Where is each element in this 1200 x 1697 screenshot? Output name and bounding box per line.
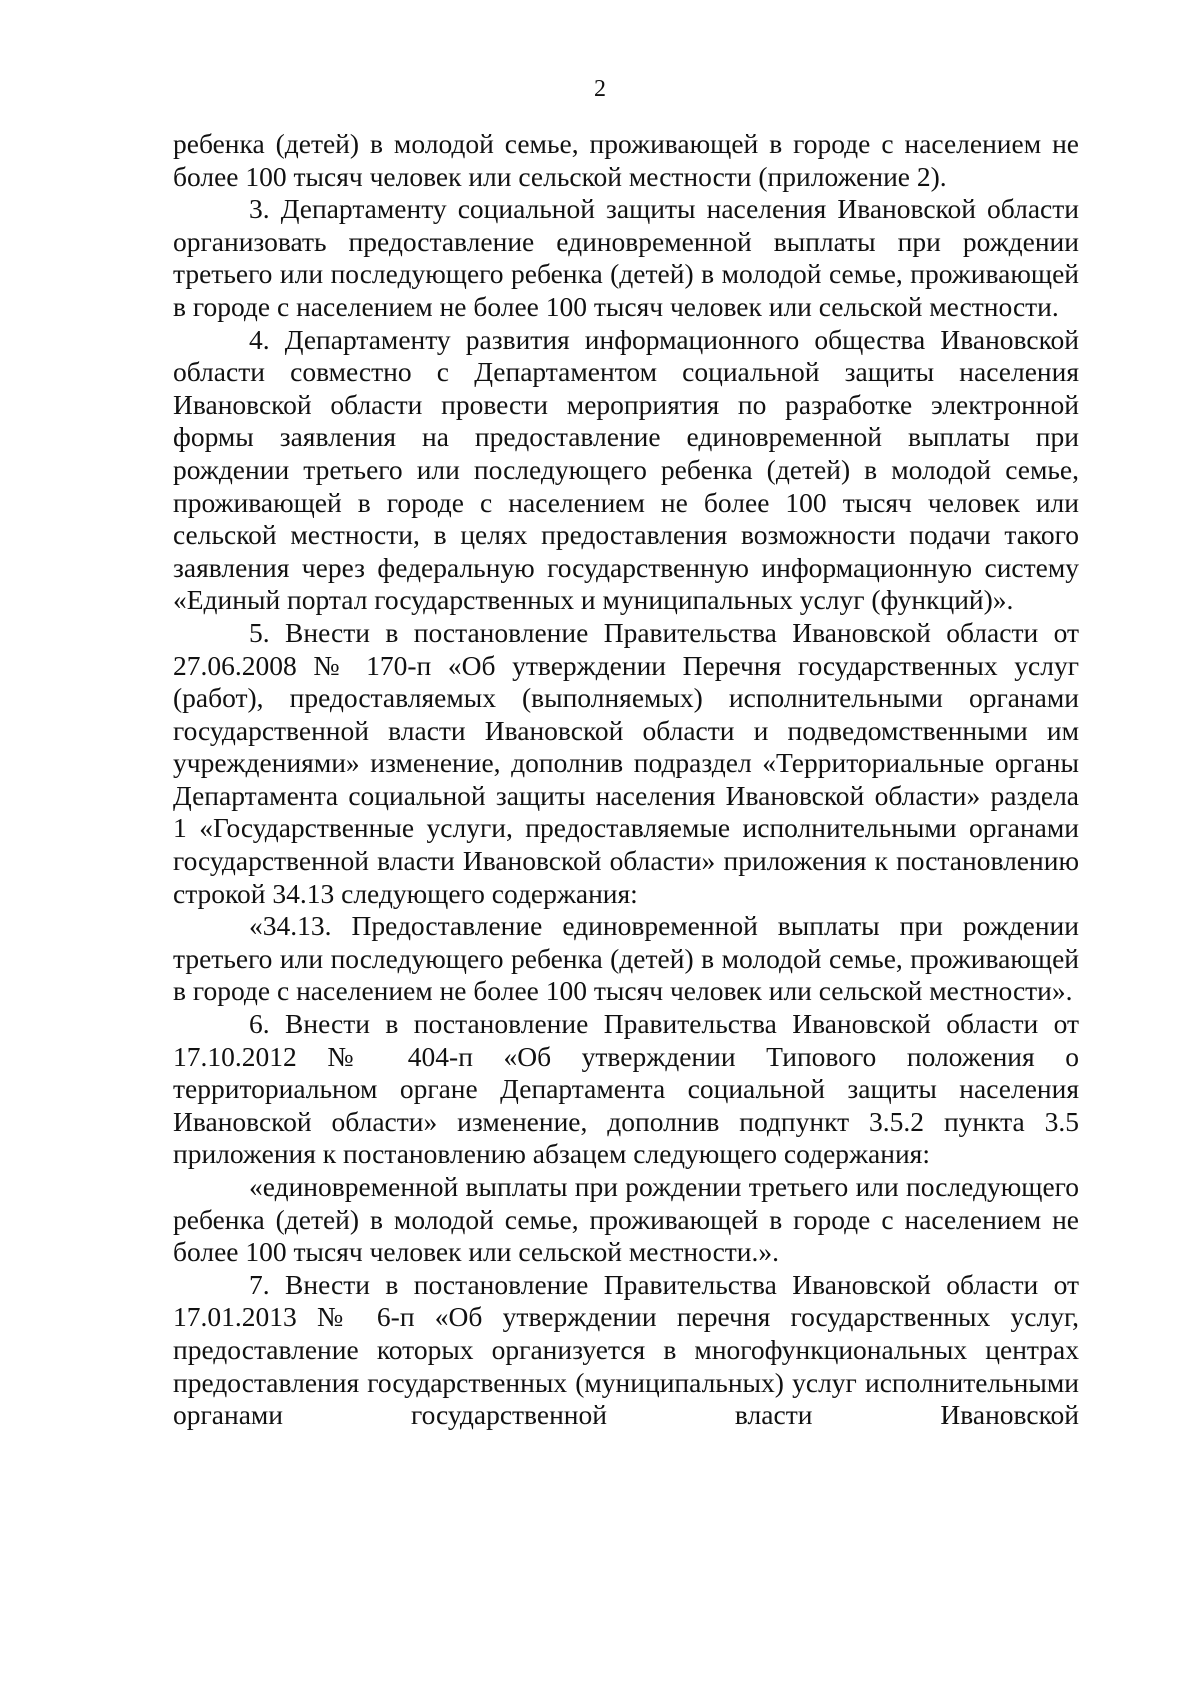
paragraph-item-5: 5. Внести в постановление Правительства Ивановской области от 27.06.2008 № 170-п «Об утверждении Перечня государственных услуг (работ), предоставляемых (выполняемых) исполнительными органами государственной власти Ивановской области и подведомственными им учреждениями» изменение, дополнив подраздел «Территориальные органы Департамента социальной защиты населения Ивановской области» раздела 1 «Государственные услуги, предоставляемые исполнительными органами государственной власти Ивановской области» приложения к постановлению строкой 34.13 следующего содержания: bbox=[173, 616, 1079, 909]
paragraph-quote-payment: «единовременной выплаты при рождении третьего или последующего ребенка (детей) в молодой семье, проживающей в городе с населением не более 100 тысяч человек или сельской местности.». bbox=[173, 1171, 1079, 1268]
paragraph-continuation: ребенка (детей) в молодой семье, проживающей в городе с населением не более 100 тысяч человек или сельской местности (приложение 2). bbox=[173, 128, 1079, 192]
paragraph-item-3: 3. Департаменту социальной защиты населения Ивановской области организовать предоставление единовременной выплаты при рождении третьего или последующего ребенка (детей) в молодой семье, проживающей в городе с населением не более 100 тысяч человек или сельской местности. bbox=[173, 193, 1079, 322]
paragraph-item-7: 7. Внести в постановление Правительства Ивановской области от 17.01.2013 № 6-п «Об утверждении перечня государственных услуг, предоставление которых организуется в многофункциональных центрах предоставления государственных (муниципальных) услуг исполнительными органами государственной власти Ивановской bbox=[173, 1268, 1079, 1431]
page-number: 2 bbox=[594, 76, 606, 102]
paragraph-item-4: 4. Департаменту развития информационного общества Ивановской области совместно с Департаментом социальной защиты населения Ивановской области провести мероприятия по разработке электронной формы заявления на предоставление единовременной выплаты при рождении третьего или последующего ребенка (детей) в молодой семье, проживающей в городе с населением не более 100 тысяч человек или сельской местности, в целях предоставления возможности подачи такого заявления через федеральную государственную информационную систему «Единый портал государственных и муниципальных услуг (функций)». bbox=[173, 323, 1079, 616]
paragraph-quote-34-13: «34.13. Предоставление единовременной выплаты при рождении третьего или последующего ребенка (детей) в молодой семье, проживающей в городе с населением не более 100 тысяч человек или сельской местности». bbox=[173, 910, 1079, 1007]
document-body bbox=[173, 128, 1079, 1432]
paragraph-item-6: 6. Внести в постановление Правительства Ивановской области от 17.10.2012 № 404-п «Об утверждении Типового положения о территориальном органе Департамента социальной защиты населения Ивановской области» изменение, дополнив подпункт 3.5.2 пункта 3.5 приложения к постановлению абзацем следующего содержания: bbox=[173, 1008, 1079, 1170]
